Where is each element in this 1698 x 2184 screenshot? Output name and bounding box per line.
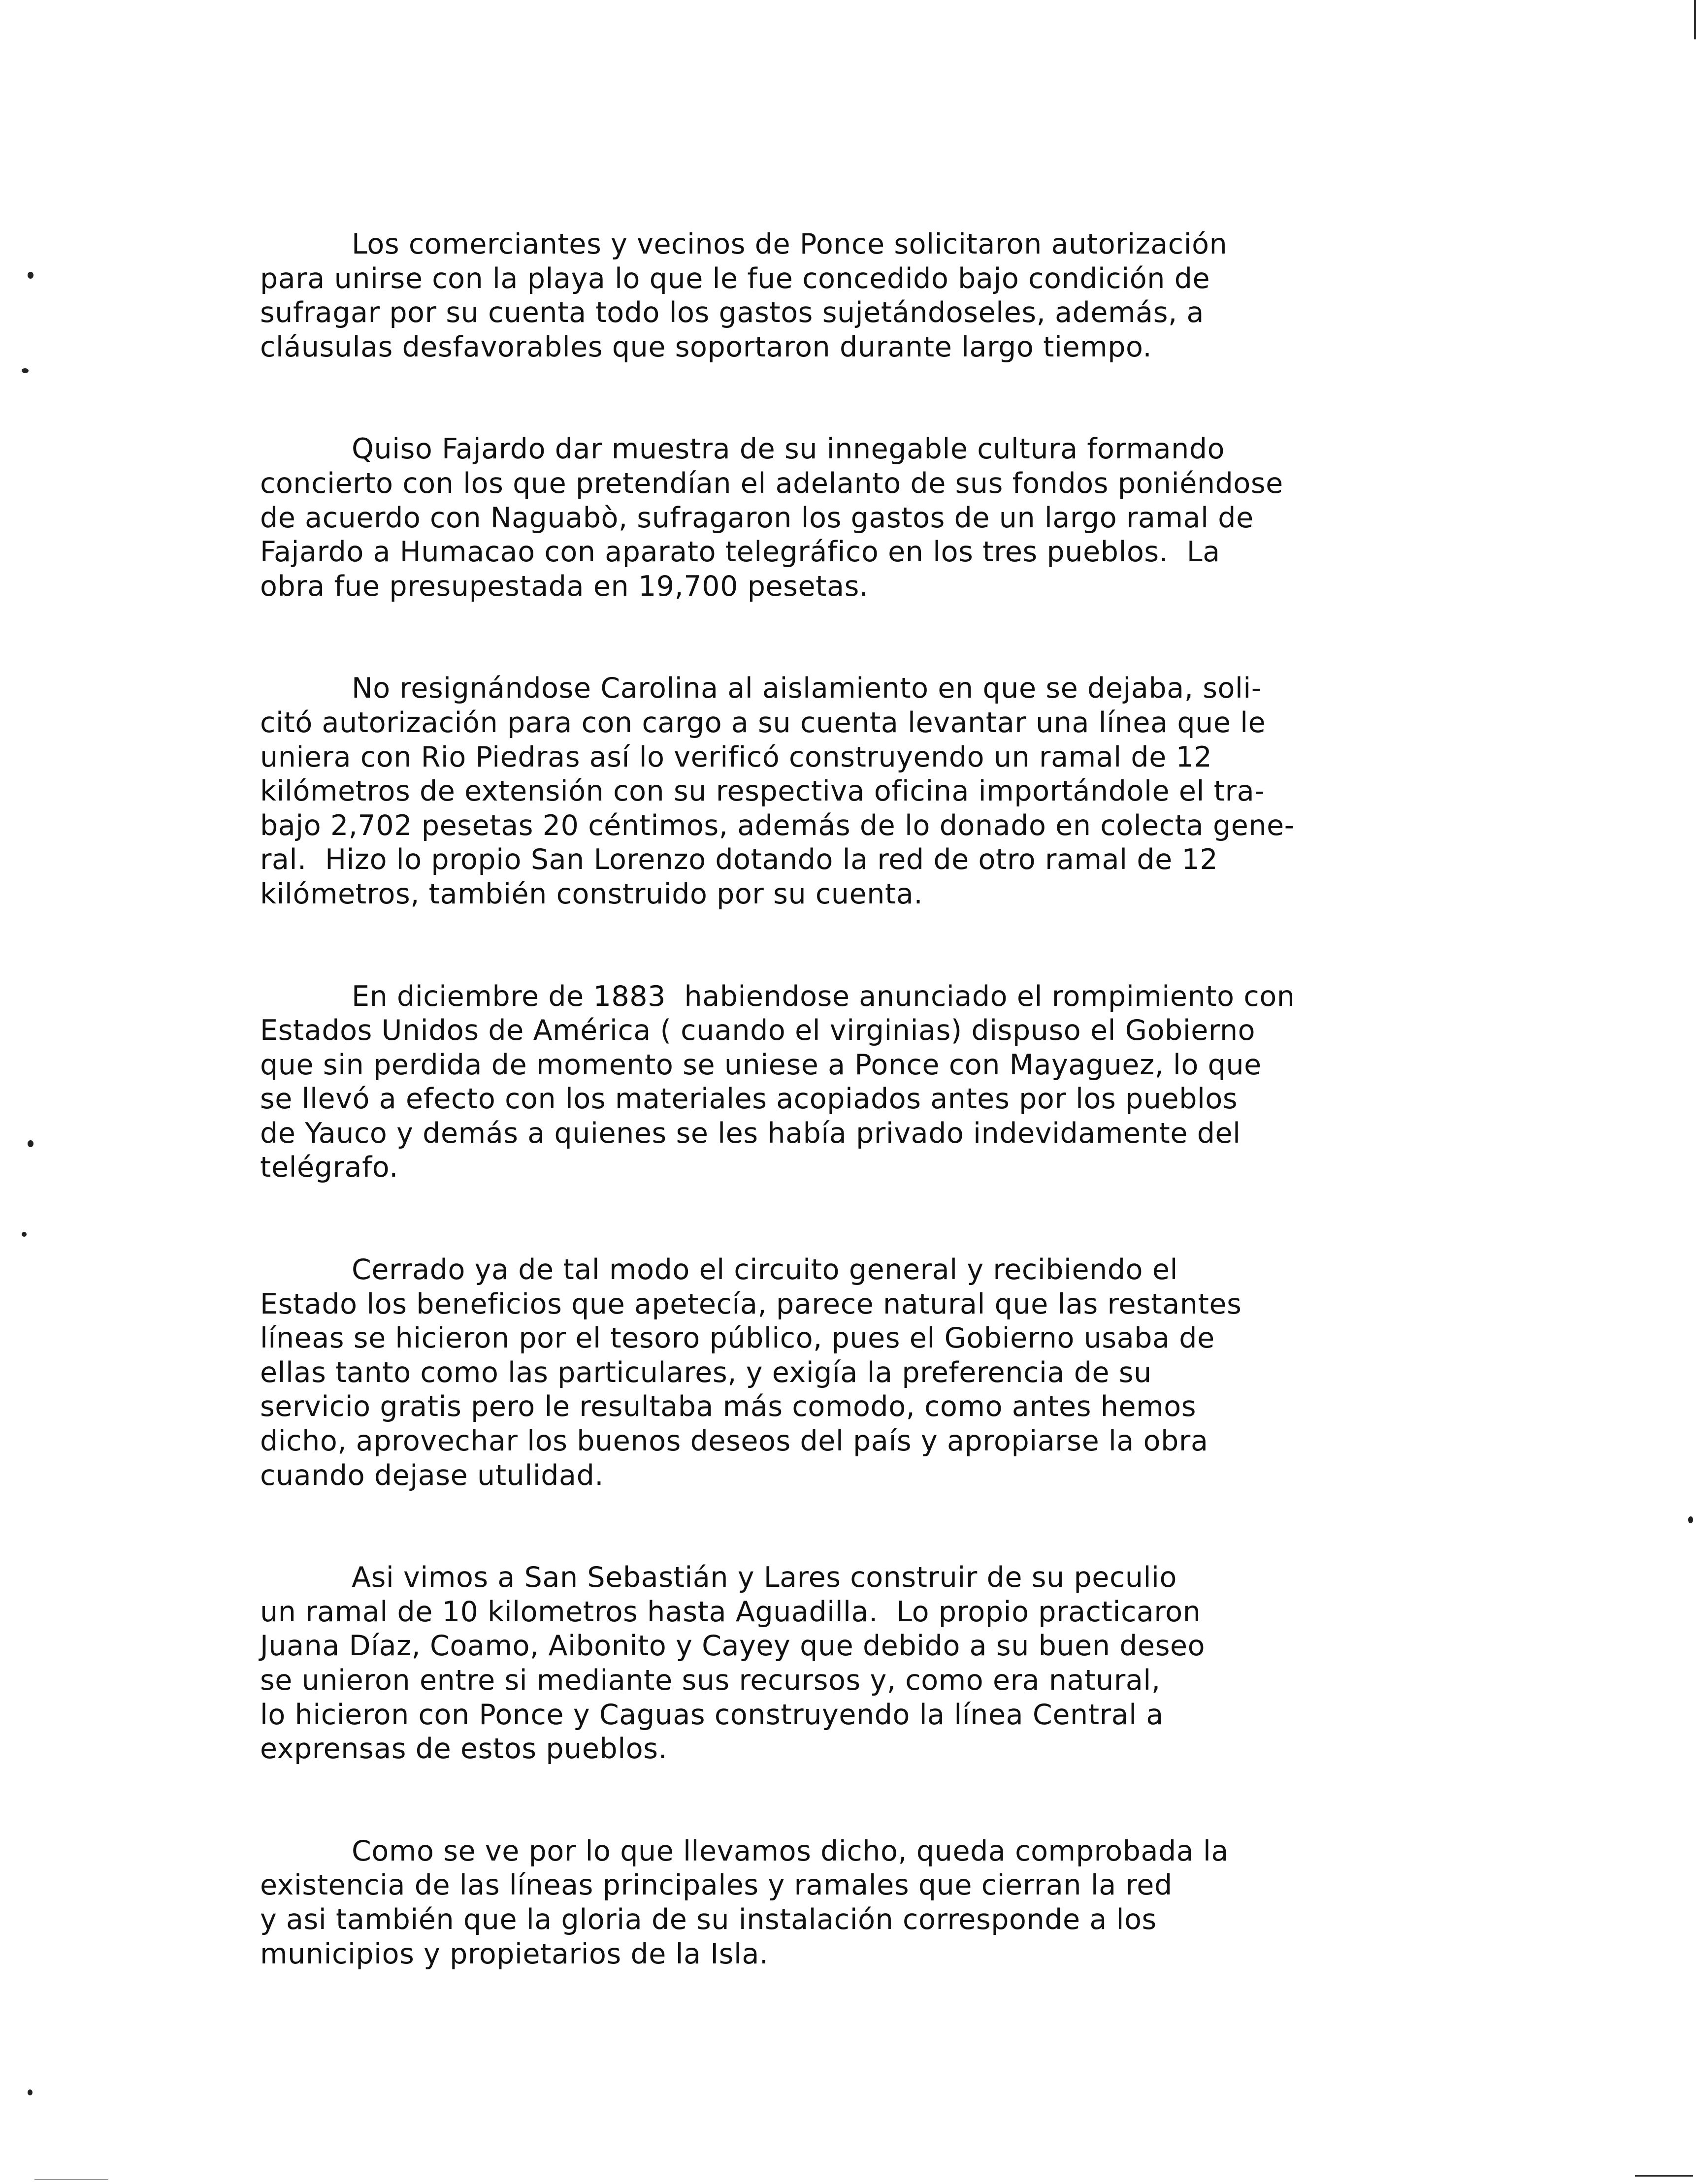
text-line: se unieron entre si mediante sus recursos y, como era natural, (260, 1664, 1161, 1697)
text-line: un ramal de 10 kilometros hasta Aguadilla. Lo propio practicaron (260, 1595, 1201, 1628)
scan-dot-4 (22, 1232, 27, 1237)
text-line: telégrafo. (260, 1151, 398, 1184)
text-line: que sin perdida de momento se uniese a Ponce con Mayaguez, lo que (260, 1048, 1262, 1081)
text-line: servicio gratis pero le resultaba más comodo, como antes hemos (260, 1390, 1197, 1423)
text-line: ral. Hizo lo propio San Lorenzo dotando la red de otro ramal de 12 (260, 843, 1218, 876)
paragraph-conclusion (260, 1834, 1398, 1971)
scan-dot-6 (1688, 1516, 1693, 1523)
text-line: Cerrado ya de tal modo el circuito general y recibiendo el (352, 1253, 1178, 1286)
document-body (260, 227, 1398, 2039)
text-line: No resignándose Carolina al aislamiento en que se dejaba, soli- (352, 672, 1262, 705)
text-line: ellas tanto como las particulares, y exigía la preferencia de su (260, 1356, 1152, 1389)
text-line: y asi también que la gloria de su instalación corresponde a los (260, 1903, 1157, 1936)
text-line: obra fue presupestada en 19,700 pesetas. (260, 570, 869, 603)
paragraph-fajardo (260, 432, 1398, 604)
scan-dot-1 (28, 272, 33, 279)
text-line: citó autorización para con cargo a su cuenta levantar una línea que le (260, 706, 1266, 739)
scan-edge-bottom-left (34, 2179, 108, 2180)
text-line: de acuerdo con Naguabò, sufragaron los gastos de un largo ramal de (260, 501, 1254, 534)
paragraph-circuito-general (260, 1253, 1398, 1493)
text-line: se llevó a efecto con los materiales acopiados antes por los pueblos (260, 1083, 1238, 1116)
text-line: cuando dejase utulidad. (260, 1459, 604, 1492)
scan-dot-2 (22, 368, 29, 373)
text-line: En diciembre de 1883 habiendose anunciado el rompimiento con (352, 980, 1295, 1013)
text-line: municipios y propietarios de la Isla. (260, 1937, 769, 1970)
scan-dot-5 (28, 2089, 33, 2095)
text-line: Asi vimos a San Sebastián y Lares construir de su peculio (352, 1561, 1177, 1594)
text-line: cláusulas desfavorables que soportaron durante largo tiempo. (260, 330, 1152, 363)
text-line: Estado los beneficios que apetecía, parece natural que las restantes (260, 1287, 1242, 1320)
text-line: concierto con los que pretendían el adelanto de sus fondos poniéndose (260, 467, 1283, 500)
scan-edge-top-right (1694, 0, 1696, 39)
text-line: Estados Unidos de América ( cuando el virginias) dispuso el Gobierno (260, 1014, 1256, 1047)
text-line: Fajardo a Humacao con aparato telegráfico en los tres pueblos. La (260, 536, 1220, 569)
text-line: sufragar por su cuenta todo los gastos sujetándoseles, además, a (260, 296, 1204, 329)
text-line: de Yauco y demás a quienes se les había privado indevidamente del (260, 1117, 1241, 1150)
paragraph-ponce (260, 227, 1398, 364)
text-line: uniera con Rio Piedras así lo verificó construyendo un ramal de 12 (260, 740, 1212, 773)
text-line: para unirse con la playa lo que le fue concedido bajo condición de (260, 262, 1210, 295)
text-line: Quiso Fajardo dar muestra de su innegable cultura formando (352, 433, 1225, 466)
text-line: líneas se hicieron por el tesoro público, pues el Gobierno usaba de (260, 1322, 1215, 1355)
text-line: bajo 2,702 pesetas 20 céntimos, además de lo donado en colecta gene- (260, 809, 1295, 842)
text-line: exprensas de estos pueblos. (260, 1733, 668, 1766)
text-line: Los comerciantes y vecinos de Ponce solicitaron autorización (352, 228, 1228, 260)
text-line: Como se ve por lo que llevamos dicho, queda comprobada la (352, 1834, 1229, 1867)
text-line: kilómetros, también construido por su cuenta. (260, 877, 923, 910)
paragraph-san-sebastian (260, 1561, 1398, 1766)
scan-dot-3 (28, 1140, 33, 1147)
scan-edge-bottom-right (1635, 2175, 1693, 2177)
text-line: kilómetros de extensión con su respectiva oficina importándole el tra- (260, 775, 1265, 808)
text-line: Juana Díaz, Coamo, Aibonito y Cayey que debido a su buen deseo (260, 1630, 1206, 1663)
text-line: lo hicieron con Ponce y Caguas construyendo la línea Central a (260, 1698, 1164, 1731)
paragraph-carolina (260, 672, 1398, 911)
text-line: dicho, aprovechar los buenos deseos del país y apropiarse la obra (260, 1425, 1208, 1458)
paragraph-diciembre-1883 (260, 980, 1398, 1186)
text-line: existencia de las líneas principales y ramales que cierran la red (260, 1869, 1173, 1902)
